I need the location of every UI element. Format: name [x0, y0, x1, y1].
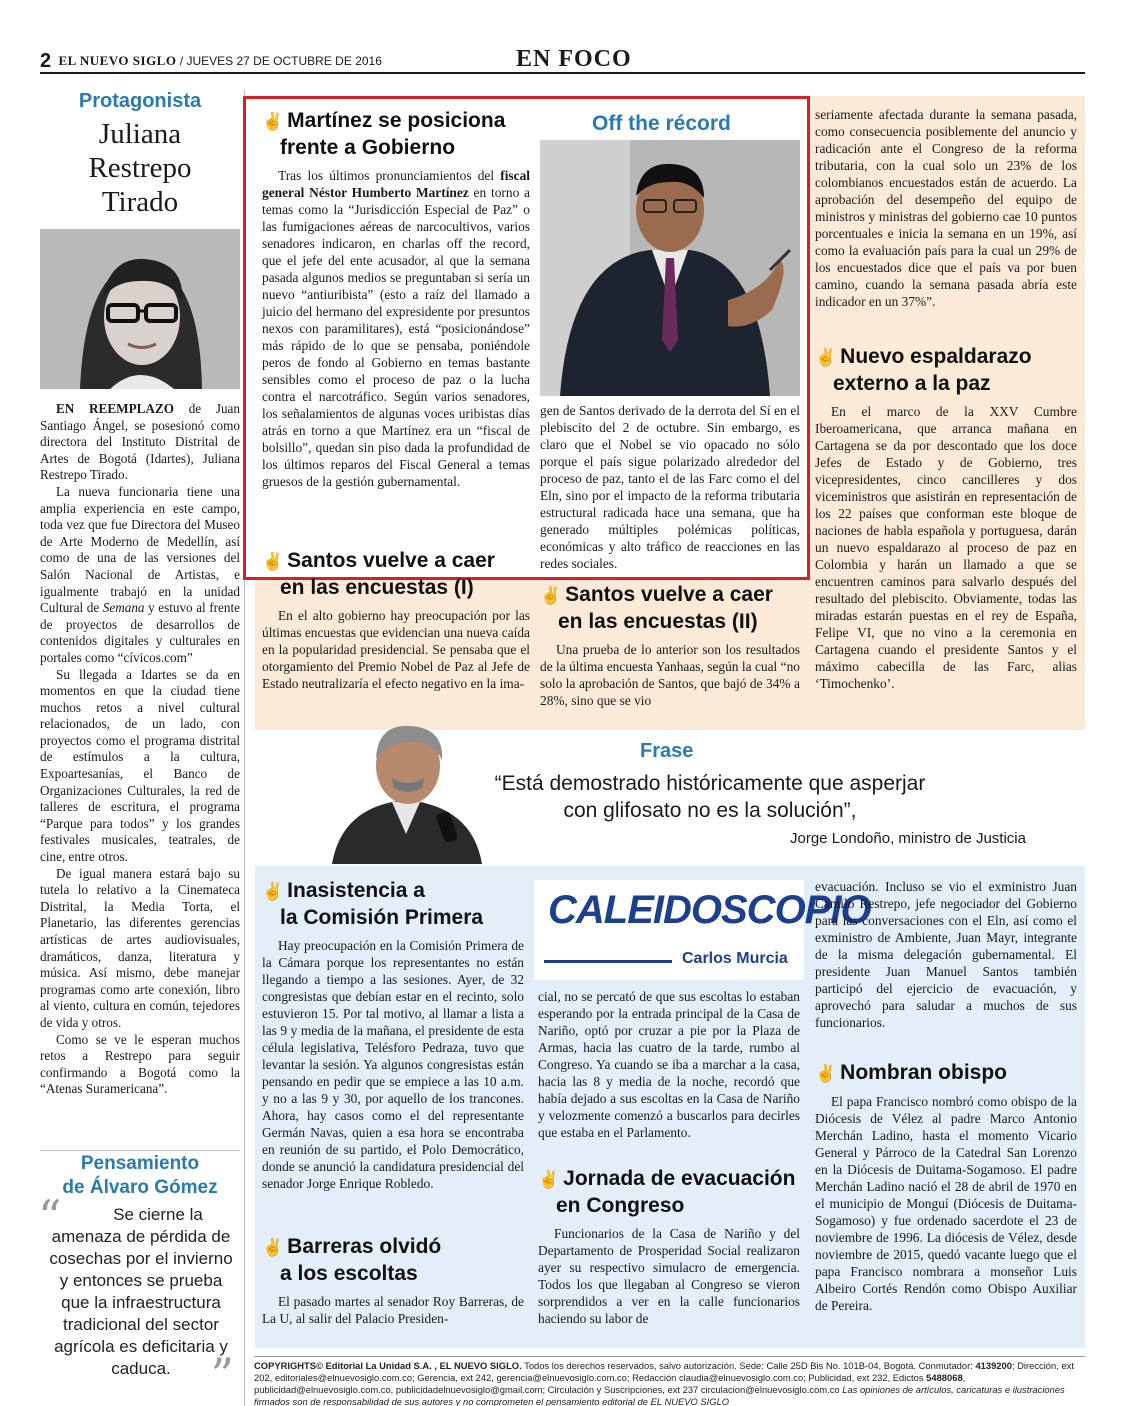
article-inasistencia: [262, 878, 524, 1192]
victory-hand-icon: ✌: [815, 348, 837, 367]
victory-hand-icon: ✌: [262, 1238, 284, 1257]
londono-photo: [322, 716, 490, 864]
victory-hand-icon: ✌: [262, 882, 284, 901]
text: El pasado martes al senador Roy Barreras, de La U, al salir del Palacio Presiden-: [262, 1294, 524, 1326]
copyright-label: COPYRIGHTS© Editorial La Unidad S.A. , EL NUEVO SIGLO.: [254, 1360, 522, 1371]
protagonista-kicker: Protagonista: [78, 90, 202, 112]
headline-line: en las encuestas (II): [558, 610, 758, 633]
text: Funcionarios de la Casa de Nariño y del Departamento de Prosperidad Social realizaron ayer su respectivo simulacro de emergencia. Todos los que llegaban al Congreso se vieron sorprendidos a ver en la calle funcionarios haciendo su labor de: [538, 1226, 800, 1326]
article-martinez: [262, 108, 530, 490]
article-headline: [262, 1234, 524, 1287]
victory-hand-icon: ✌: [540, 586, 562, 605]
text: Una prueba de lo anterior son los resultados de la última encuesta Yanhaas, según la cual “no solo la aprobación de Santos, que bajó de 34% a 28%, sino que se vio: [540, 642, 800, 708]
headline-line: Santos vuelve a caer: [287, 549, 495, 572]
article-espaldarazo: [815, 344, 1077, 692]
kicker-line: Pensamiento: [80, 1153, 200, 1174]
lead-in: EN REEMPLAZO: [56, 401, 174, 416]
portrait-photo: [40, 229, 240, 389]
bold-text: fiscal general Néstor Humberto Martínez: [262, 168, 530, 200]
footer-disclaimer: Las opiniones de artículos, caricaturas e ilustraciones firmados son de responsabilidad de sus autores y no comprometen el pensamiento editorial de EL NUEVO SIGLO: [254, 1384, 1065, 1406]
newspaper-brand: EL NUEVO SIGLO: [58, 53, 177, 68]
footer-text: ; Dirección, ext 202, editoriales@elnuevosiglo.com.co; Gerencia, ext 242, gerencia@elnuevosiglo.com.co; Redacción claudia@elnuevosiglo.com.co; Publicidad, ext 232, Edictos: [254, 1360, 1074, 1383]
headline-line: Martínez se posiciona: [287, 109, 506, 132]
paragraph: Como se ve le esperan muchos retos a Restrepo para seguir confirmando a Bogotá como la “Atenas Suramericana”.: [40, 1031, 240, 1097]
article-headline: [262, 108, 530, 161]
name-line: Restrepo: [88, 152, 192, 184]
footer-edictos: 5488068: [926, 1372, 963, 1383]
article-headline: [815, 344, 1077, 397]
victory-hand-icon: ✌: [815, 1064, 837, 1083]
text: en torno a temas como la “Jurisdicción Especial de Paz” o las fumigaciones aéreas de narcocultivos, varios senadores indicaron, en charlas off the record, que el jefe del ente acusador, al que la semana pasada algunos medios se preguntaban si sería un nuevo “antiuribista” (esto a raíz del llamado a juicio del hermano del expresidente por presuntos nexos con paramilitares), está “posicionándose” más rápido de lo que se pensaba, poniéndole peros de fondo al Gobierno en temas bastante sensibles como el proceso de paz o la lucha contra el narcotráfico. Según varios senadores, los señalamientos de algunas voces uribistas días atrás en torno a que Martínez era un “fiscal de bolsillo”, quedan sin piso dada la profundidad de los últimos reparos del Fiscal General a temas gruesos de la gestión gubernamental.: [262, 185, 530, 489]
headline-line: Santos vuelve a caer: [565, 583, 773, 606]
headline-line: en las encuestas (I): [280, 576, 474, 599]
article-headline: [815, 1060, 1077, 1087]
protagonista-column: [40, 90, 240, 1098]
text: seriamente afectada durante la semana pasada, como consecuencia posiblemente del anuncio y radicación ante el Congreso de la reforma tributaria, con la cual solo un 23% de los colombianos encuestados están de acuerdo. La aprobación del desempeño del equipo de ministros y ministras del gobierno cae 10 puntos porcentuales e inicia la semana en un 19%, así como la evaluación país para la cual un 29% de los encuestados dice que el país va por buen camino, cuando la semana pasada abría este indicador en un 37%”.: [815, 107, 1077, 309]
name-line: Tirado: [101, 186, 179, 218]
martinez-photo: [540, 140, 800, 396]
issue-date: / JUEVES 27 DE OCTUBRE DE 2016: [179, 54, 382, 68]
headline-line: a los escoltas: [280, 1262, 418, 1285]
masthead-rule: [544, 960, 672, 963]
headline-line: Inasistencia a: [287, 879, 425, 902]
portrait-illustration: [40, 229, 240, 389]
article-body: [262, 167, 530, 490]
article-barreras-cont: [538, 988, 800, 1141]
headline-line: Nombran obispo: [840, 1061, 1008, 1084]
kicker-line: de Álvaro Gómez: [62, 1177, 218, 1198]
londono-illustration: [322, 716, 490, 864]
frase-quote: [490, 770, 930, 824]
quote-line: “Está demostrado históricamente que asperjar: [494, 772, 926, 795]
article-evacuacion-cont: [815, 878, 1077, 1031]
footer-text: Todos los derechos reservados, salvo autorización. Sede: Calle 25D Bis No. 101B-04, Bogotá. Conmutador:: [521, 1360, 976, 1371]
article-santos-ii-cont: [815, 106, 1077, 310]
frase-author: Jorge Londoño, ministro de Justicia: [790, 830, 1026, 847]
text: gen de Santos derivado de la derrota del Sí en el plebiscito del 2 de octubre. Sin embargo, es claro que el Nobel se vio opacado no sólo porque el país sigue polarizado alrededor del proceso de paz, tanto el de las Farc como el del Eln, sino por el impacto de la reforma tributaria estructural radicada hace una semana, que ha generado múltiples polémicas políticas, económicas y alto tráfico de reacciones en las redes sociales.: [540, 403, 800, 571]
headline-line: la Comisión Primera: [280, 906, 484, 929]
article-evacuacion: [538, 1166, 800, 1327]
victory-hand-icon: ✌: [262, 112, 284, 131]
article-headline: [538, 1166, 800, 1219]
headline-line: Nuevo espaldarazo: [840, 345, 1032, 368]
article-body: [262, 937, 524, 1192]
caleidoscopio-title: CALEIDOSCOPIO: [548, 888, 871, 932]
pensamiento-quote: Se cierne la amenaza de pérdida de cosechas por el invierno y entonces se prueba que la infraestructura tradicional del sector agrícola es deficitaria y caduca.: [49, 1205, 233, 1378]
section-title: EN FOCO: [516, 46, 632, 72]
paragraph: La nueva funcionaria tiene una amplia experiencia en este campo, toda vez que fue Directora del Museo de Arte Moderno de Medellín, así como de una de las versiones del Salón Nacional de Artistas, e igualmente trabajó en la unidad Cultural de: [40, 483, 240, 616]
article-headline: [540, 582, 800, 635]
article-body: [815, 403, 1077, 692]
off-record-title: Off the récord: [592, 112, 731, 135]
headline-line: externo a la paz: [833, 372, 991, 395]
article-santos-i: [262, 548, 530, 692]
text: Tras los últimos pronunciamientos del: [278, 168, 501, 183]
article-body: [540, 641, 800, 709]
text: En el marco de la XXV Cumbre Iberoamericana, que arranca mañana en Cartagena se da por descontado que los doce Jefes de Estado y de Gobierno, tres vicepresidentes, cinco cancilleres y dos viceministros que asistirán en representación de los 22 países que conforman este bloque de naciones de habla española y portuguesa, darán un nuevo espaldarazo al proceso de paz en Colombia y harán un llamado a que se encuentren caminos para salvarlo después del resultado del plebiscito. Obviamente, todas las miradas estarán puestas en el rey de España, Felipe VI, que no vino a la ceremonia en Cartagena cuando el presidente Santos y el máximo cabecilla de las Farc, alias ‘Timochenko’.: [815, 404, 1077, 691]
article-headline: [262, 548, 530, 601]
page-number: 2: [40, 50, 52, 72]
text: El papa Francisco nombró como obispo de la Diócesis de Vélez al padre Marco Antonio Merchán Ladino, hasta el momento Vicario General y Párroco de la Catedral San Lorenzo en la Diócesis de Duitama-Sogamoso. El padre Merchán Ladino nació el 28 de abril de 1970 en el municipio de Monguí (Diócesis de Duitama-Sogamoso) y fue ordenado sacerdote el 23 de noviembre de 1996. La diócesis de Vélez, desde noviembre de 2015, quedó vacante luego que el papa Francisco nombrara a monseñor Luis Albeiro Cortés Rendón como Obispo Auxiliar de Pereira.: [815, 1094, 1077, 1313]
open-quote-icon: “: [38, 1190, 62, 1244]
paragraph: y estuvo al frente de proyectos de desarrollos de contenidos digitales y culturales en portales como “cívicos.com”: [40, 600, 240, 665]
text: evacuación. Incluso se vio el exministro Juan Camilo Restrepo, jefe negociador del Gobierno para las conversaciones con el Eln, así como el exministro de Ambiente, Juan Mayr, integrante de la misma delegación gubernamental. El presidente Juan Manuel Santos también participó del ejercicio de evacuación, y aprovechó para saludar a muchos de sus funcionarios.: [815, 879, 1077, 1030]
close-quote-icon: ”: [210, 1348, 234, 1402]
headline-line: en Congreso: [556, 1194, 685, 1217]
header-left: [40, 50, 382, 73]
text: En el alto gobierno hay preocupación por las últimas encuestas que evidencian una nueva caída en la popularidad presidencial. Se pensaba que el otorgamiento del Premio Nobel de Paz al Jefe de Estado neutralizaría el efecto negativo en la ima-: [262, 608, 530, 691]
paragraph: De igual manera estará bajo su tutela lo relativo a la Cinemateca Distrital, la Media Torta, el Planetario, las diferentes gerencias artísticas de artes audiovisuales, dramáticos, danza, literatura y música. Así mismo, debe manejar programas como arte conexión, libro al viento, cultura en común, tejedores de vida y otros.: [40, 865, 240, 1030]
name-line: Juliana: [98, 118, 182, 150]
victory-hand-icon: ✌: [538, 1170, 560, 1189]
footer-text: , publicidad@elnuevosiglo.com.co, publicidadelnuevosiglo@gmail.com; Circulación y Suscripciones, ext 237 circulacion@elnuevosiglo.com.co: [254, 1372, 966, 1395]
article-body: [262, 1293, 524, 1327]
pensamiento-block: [38, 1152, 240, 1402]
headline-line: Barreras olvidó: [287, 1235, 442, 1258]
martinez-illustration: [540, 140, 800, 396]
article-santos-ii: [540, 582, 800, 709]
frase-title: Frase: [640, 740, 694, 762]
article-headline: [262, 878, 524, 931]
footer-phone: 4139200: [975, 1360, 1012, 1371]
text: cial, no se percató de que sus escoltas lo estaban esperando por la entrada principal de la Casa de Nariño, optó por cruzar a pie por la Plaza de Armas, hacia las cuatro de la tarde, rumbo al Congreso. Ya cuando se iba a marchar a la casa, hacia las 8 y media de la noche, recordó que había dejado a sus escoltas en la Casa de Nariño y velozmente comenzó a buscarlos para decirles que estaba en el Parlamento.: [538, 989, 800, 1140]
pensamiento-kicker: [40, 1152, 240, 1200]
article-obispo: [815, 1060, 1077, 1314]
copyright-footer: [254, 1356, 1085, 1406]
emphasis: Semana: [102, 600, 145, 616]
paragraph: Su llegada a Idartes se da en momentos en que la ciudad tiene muchos retos a nivel cultural relacionados, de un lado, con proyectos como el programa distrital de estímulos a la cultura, Expoartesanías, el Banco de Organizaciones Culturales, la red de talleres de escritura, el programa “Parque para todos” y los grandes festivales musicales, teatrales, de cine, entre otros.: [40, 666, 240, 865]
article-body: [815, 1093, 1077, 1314]
victory-hand-icon: ✌: [262, 552, 284, 571]
article-santos-i-cont: [540, 402, 800, 572]
headline-line: Jornada de evacuación: [563, 1167, 796, 1190]
article-body: [538, 1225, 800, 1327]
quote-line: con glifosato no es la solución”,: [563, 799, 857, 822]
article-body: [262, 607, 530, 692]
headline-line: frente a Gobierno: [280, 136, 456, 159]
text: Hay preocupación en la Comisión Primera de la Cámara porque los representantes no están llegando a tiempo a las sesiones. Ayer, de 32 congresistas que debían estar en el recinto, solo estuvieron 15. Por tal motivo, al llamar a lista a las 9 y media de la mañana, el presidente de esta célula legislativa, Telésforo Pedraza, tuvo que levantar la sesión. Ya algunos congresistas están pensando en pedir que se empiece a las 10 a.m. y no a las 9 y 30, por aquello de los trancones. Ahora, hay casos como el del representante Germán Navas, quien a esa hora se encontraba en reunión de su partido, el Polo Democrático, donde se anunció la candidatura presidencial del senador Jorge Enrique Robledo.: [262, 938, 524, 1191]
divider: [40, 1150, 240, 1151]
article-barreras: [262, 1234, 524, 1327]
caleidoscopio-author: Carlos Murcia: [682, 950, 788, 967]
protagonista-body: [40, 401, 240, 1098]
page-header: [40, 46, 1085, 74]
protagonista-name: [40, 117, 240, 219]
quote-wrap: [38, 1190, 240, 1402]
paragraph: de Juan Santiago Ángel, se posesionó como directora del Instituto Distrital de Artes de Bogotá (Idartes), Juliana Restrepo Tirado.: [40, 401, 240, 483]
